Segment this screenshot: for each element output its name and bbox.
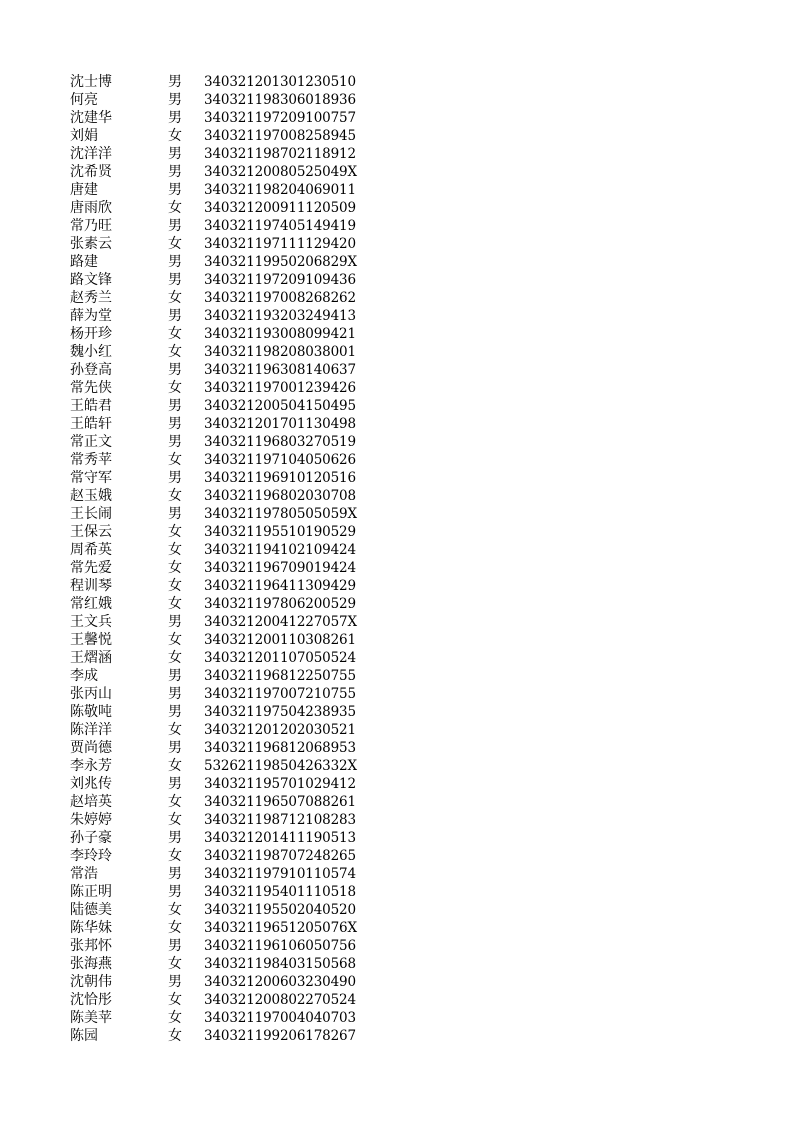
person-gender: 男 — [168, 830, 182, 846]
person-gender: 女 — [168, 848, 182, 864]
person-gender: 女 — [168, 758, 182, 774]
person-gender: 男 — [168, 974, 182, 990]
table-row — [70, 649, 357, 667]
person-gender: 男 — [168, 938, 182, 954]
person-id-number: 340321197405149419 — [204, 218, 356, 234]
person-name: 魏小红 — [70, 344, 112, 360]
person-id-number: 340321198712108283 — [204, 812, 356, 828]
person-id-number: 340321195701029412 — [204, 776, 356, 792]
person-gender: 女 — [168, 236, 182, 252]
table-row — [70, 415, 357, 433]
person-gender: 女 — [168, 794, 182, 810]
person-gender: 女 — [168, 650, 182, 666]
person-id-number: 340321198208038001 — [204, 344, 356, 360]
person-gender: 女 — [168, 380, 182, 396]
person-gender: 女 — [168, 920, 182, 936]
person-name: 常红娥 — [70, 596, 112, 612]
person-id-number: 340321197104050626 — [204, 452, 356, 468]
person-gender: 女 — [168, 290, 182, 306]
person-gender: 女 — [168, 524, 182, 540]
person-name: 赵秀兰 — [70, 290, 112, 306]
person-id-number: 34032119950206829X — [204, 254, 357, 270]
person-gender: 女 — [168, 452, 182, 468]
table-row — [70, 379, 357, 397]
person-gender: 女 — [168, 992, 182, 1008]
person-gender: 男 — [168, 704, 182, 720]
person-gender: 女 — [168, 1010, 182, 1026]
person-name: 李成 — [70, 668, 98, 684]
person-id-number: 340321196709019424 — [204, 560, 356, 576]
person-name: 陈美苹 — [70, 1010, 112, 1026]
person-name: 唐建 — [70, 182, 98, 198]
person-id-number: 340321195401110518 — [204, 884, 356, 900]
person-name: 赵培英 — [70, 794, 112, 810]
table-row — [70, 361, 357, 379]
person-id-number: 340321197008268262 — [204, 290, 356, 306]
person-gender: 女 — [168, 722, 182, 738]
table-row — [70, 865, 357, 883]
person-id-number: 340321200802270524 — [204, 992, 356, 1008]
table-row — [70, 73, 357, 91]
person-name: 李永芳 — [70, 758, 112, 774]
table-row — [70, 937, 357, 955]
person-id-number: 340321196106050756 — [204, 938, 356, 954]
person-name: 刘娟 — [70, 128, 98, 144]
person-name: 赵玉娥 — [70, 488, 112, 504]
table-row — [70, 1027, 357, 1045]
person-id-number: 340321196411309429 — [204, 578, 356, 594]
person-gender: 女 — [168, 578, 182, 594]
person-id-number: 340321197504238935 — [204, 704, 356, 720]
person-name: 常先侠 — [70, 380, 112, 396]
table-row — [70, 703, 357, 721]
person-gender: 男 — [168, 398, 182, 414]
table-row — [70, 811, 357, 829]
table-row — [70, 955, 357, 973]
table-row — [70, 433, 357, 451]
person-name: 张素云 — [70, 236, 112, 252]
person-name: 王皓君 — [70, 398, 112, 414]
person-name: 王长闹 — [70, 506, 112, 522]
table-row — [70, 1009, 357, 1027]
person-name: 王皓轩 — [70, 416, 112, 432]
person-name: 常正文 — [70, 434, 112, 450]
table-row — [70, 505, 357, 523]
person-name: 贾尚德 — [70, 740, 112, 756]
person-name: 周希英 — [70, 542, 112, 558]
person-name: 陈华妹 — [70, 920, 112, 936]
person-gender: 男 — [168, 110, 182, 126]
table-row — [70, 595, 357, 613]
person-gender: 女 — [168, 344, 182, 360]
person-name: 程训琴 — [70, 578, 112, 594]
person-id-number: 340321196308140637 — [204, 362, 356, 378]
person-name: 常先爱 — [70, 560, 112, 576]
person-gender: 男 — [168, 434, 182, 450]
table-row — [70, 577, 357, 595]
person-name: 常守军 — [70, 470, 112, 486]
person-gender: 女 — [168, 560, 182, 576]
person-name: 沈洋洋 — [70, 146, 112, 162]
roster-table — [70, 73, 357, 1045]
table-row — [70, 217, 357, 235]
person-gender: 女 — [168, 488, 182, 504]
person-gender: 男 — [168, 776, 182, 792]
table-row — [70, 469, 357, 487]
table-row — [70, 325, 357, 343]
person-id-number: 34032120041227057X — [204, 614, 357, 630]
person-gender: 男 — [168, 884, 182, 900]
person-gender: 女 — [168, 128, 182, 144]
person-name: 王熠涵 — [70, 650, 112, 666]
table-row — [70, 613, 357, 631]
person-gender: 男 — [168, 254, 182, 270]
person-gender: 女 — [168, 326, 182, 342]
person-id-number: 340321195502040520 — [204, 902, 356, 918]
person-id-number: 340321196802030708 — [204, 488, 356, 504]
person-name: 陈园 — [70, 1028, 98, 1044]
person-gender: 男 — [168, 740, 182, 756]
person-gender: 男 — [168, 146, 182, 162]
table-row — [70, 397, 357, 415]
person-id-number: 53262119850426332X — [204, 758, 357, 774]
person-id-number: 340321198702118912 — [204, 146, 356, 162]
person-id-number: 340321196910120516 — [204, 470, 356, 486]
person-name: 孙登高 — [70, 362, 112, 378]
table-row — [70, 721, 357, 739]
person-name: 王文兵 — [70, 614, 112, 630]
person-id-number: 340321193203249413 — [204, 308, 356, 324]
person-gender: 男 — [168, 416, 182, 432]
table-row — [70, 91, 357, 109]
person-gender: 女 — [168, 1028, 182, 1044]
person-gender: 男 — [168, 506, 182, 522]
person-gender: 男 — [168, 272, 182, 288]
table-row — [70, 847, 357, 865]
person-id-number: 340321199206178267 — [204, 1028, 356, 1044]
person-id-number: 340321196803270519 — [204, 434, 356, 450]
person-name: 沈恰彤 — [70, 992, 112, 1008]
person-id-number: 340321195510190529 — [204, 524, 356, 540]
person-id-number: 340321198204069011 — [204, 182, 356, 198]
person-gender: 男 — [168, 668, 182, 684]
person-id-number: 340321193008099421 — [204, 326, 356, 342]
person-gender: 男 — [168, 866, 182, 882]
person-name: 路建 — [70, 254, 98, 270]
person-id-number: 340321201107050524 — [204, 650, 356, 666]
person-gender: 女 — [168, 542, 182, 558]
person-id-number: 340321198306018936 — [204, 92, 356, 108]
table-row — [70, 487, 357, 505]
person-id-number: 340321197008258945 — [204, 128, 356, 144]
person-name: 李玲玲 — [70, 848, 112, 864]
table-row — [70, 253, 357, 271]
person-name: 陈敬吨 — [70, 704, 112, 720]
person-id-number: 340321197004040703 — [204, 1010, 356, 1026]
person-name: 朱婷婷 — [70, 812, 112, 828]
person-gender: 女 — [168, 596, 182, 612]
person-id-number: 340321197209109436 — [204, 272, 356, 288]
table-row — [70, 559, 357, 577]
person-name: 常秀苹 — [70, 452, 112, 468]
person-name: 刘兆传 — [70, 776, 112, 792]
person-gender: 男 — [168, 362, 182, 378]
person-gender: 男 — [168, 686, 182, 702]
table-row — [70, 829, 357, 847]
person-id-number: 34032120080525049X — [204, 164, 357, 180]
person-name: 陈洋洋 — [70, 722, 112, 738]
table-row — [70, 991, 357, 1009]
person-gender: 女 — [168, 200, 182, 216]
table-row — [70, 451, 357, 469]
table-row — [70, 181, 357, 199]
person-id-number: 340321197001239426 — [204, 380, 356, 396]
table-row — [70, 109, 357, 127]
table-row — [70, 343, 357, 361]
person-gender: 男 — [168, 74, 182, 90]
person-id-number: 340321196812068953 — [204, 740, 356, 756]
table-row — [70, 685, 357, 703]
person-id-number: 340321201202030521 — [204, 722, 356, 738]
person-id-number: 34032119651205076X — [204, 920, 357, 936]
person-id-number: 340321198707248265 — [204, 848, 356, 864]
person-id-number: 340321200603230490 — [204, 974, 356, 990]
person-gender: 男 — [168, 470, 182, 486]
person-name: 王馨悦 — [70, 632, 112, 648]
table-row — [70, 775, 357, 793]
person-id-number: 340321200110308261 — [204, 632, 356, 648]
person-gender: 女 — [168, 632, 182, 648]
person-id-number: 340321197209100757 — [204, 110, 356, 126]
person-id-number: 340321201411190513 — [204, 830, 356, 846]
person-name: 陈正明 — [70, 884, 112, 900]
person-id-number: 340321196812250755 — [204, 668, 356, 684]
person-name: 张邦怀 — [70, 938, 112, 954]
person-id-number: 340321197111129420 — [204, 236, 356, 252]
person-name: 薛为堂 — [70, 308, 112, 324]
person-gender: 女 — [168, 902, 182, 918]
person-id-number: 340321196507088261 — [204, 794, 356, 810]
table-row — [70, 127, 357, 145]
table-row — [70, 973, 357, 991]
person-id-number: 340321200504150495 — [204, 398, 356, 414]
person-name: 唐雨欣 — [70, 200, 112, 216]
person-id-number: 340321198403150568 — [204, 956, 356, 972]
person-name: 陆德美 — [70, 902, 112, 918]
table-row — [70, 145, 357, 163]
person-id-number: 340321197806200529 — [204, 596, 356, 612]
person-gender: 男 — [168, 164, 182, 180]
table-row — [70, 883, 357, 901]
person-id-number: 340321200911120509 — [204, 200, 356, 216]
table-row — [70, 793, 357, 811]
table-row — [70, 271, 357, 289]
person-name: 孙子豪 — [70, 830, 112, 846]
person-name: 路文锋 — [70, 272, 112, 288]
table-row — [70, 523, 357, 541]
table-row — [70, 739, 357, 757]
person-name: 何亮 — [70, 92, 98, 108]
table-row — [70, 919, 357, 937]
person-gender: 女 — [168, 956, 182, 972]
person-name: 沈建华 — [70, 110, 112, 126]
table-row — [70, 757, 357, 775]
person-name: 杨开珍 — [70, 326, 112, 342]
table-row — [70, 235, 357, 253]
person-id-number: 340321197007210755 — [204, 686, 356, 702]
person-gender: 男 — [168, 218, 182, 234]
person-gender: 男 — [168, 182, 182, 198]
person-name: 沈希贤 — [70, 164, 112, 180]
person-id-number: 34032119780505059X — [204, 506, 357, 522]
person-name: 沈士博 — [70, 74, 112, 90]
table-row — [70, 289, 357, 307]
person-id-number: 340321197910110574 — [204, 866, 356, 882]
table-row — [70, 163, 357, 181]
table-row — [70, 541, 357, 559]
table-row — [70, 307, 357, 325]
person-name: 常浩 — [70, 866, 98, 882]
person-gender: 男 — [168, 92, 182, 108]
table-row — [70, 199, 357, 217]
person-id-number: 340321201701130498 — [204, 416, 356, 432]
person-name: 沈朝伟 — [70, 974, 112, 990]
person-name: 张丙山 — [70, 686, 112, 702]
table-row — [70, 631, 357, 649]
person-name: 常乃旺 — [70, 218, 112, 234]
person-name: 张海燕 — [70, 956, 112, 972]
table-row — [70, 667, 357, 685]
table-row — [70, 901, 357, 919]
person-id-number: 340321201301230510 — [204, 74, 356, 90]
person-name: 王保云 — [70, 524, 112, 540]
person-id-number: 340321194102109424 — [204, 542, 356, 558]
person-gender: 男 — [168, 308, 182, 324]
person-gender: 女 — [168, 812, 182, 828]
person-gender: 男 — [168, 614, 182, 630]
